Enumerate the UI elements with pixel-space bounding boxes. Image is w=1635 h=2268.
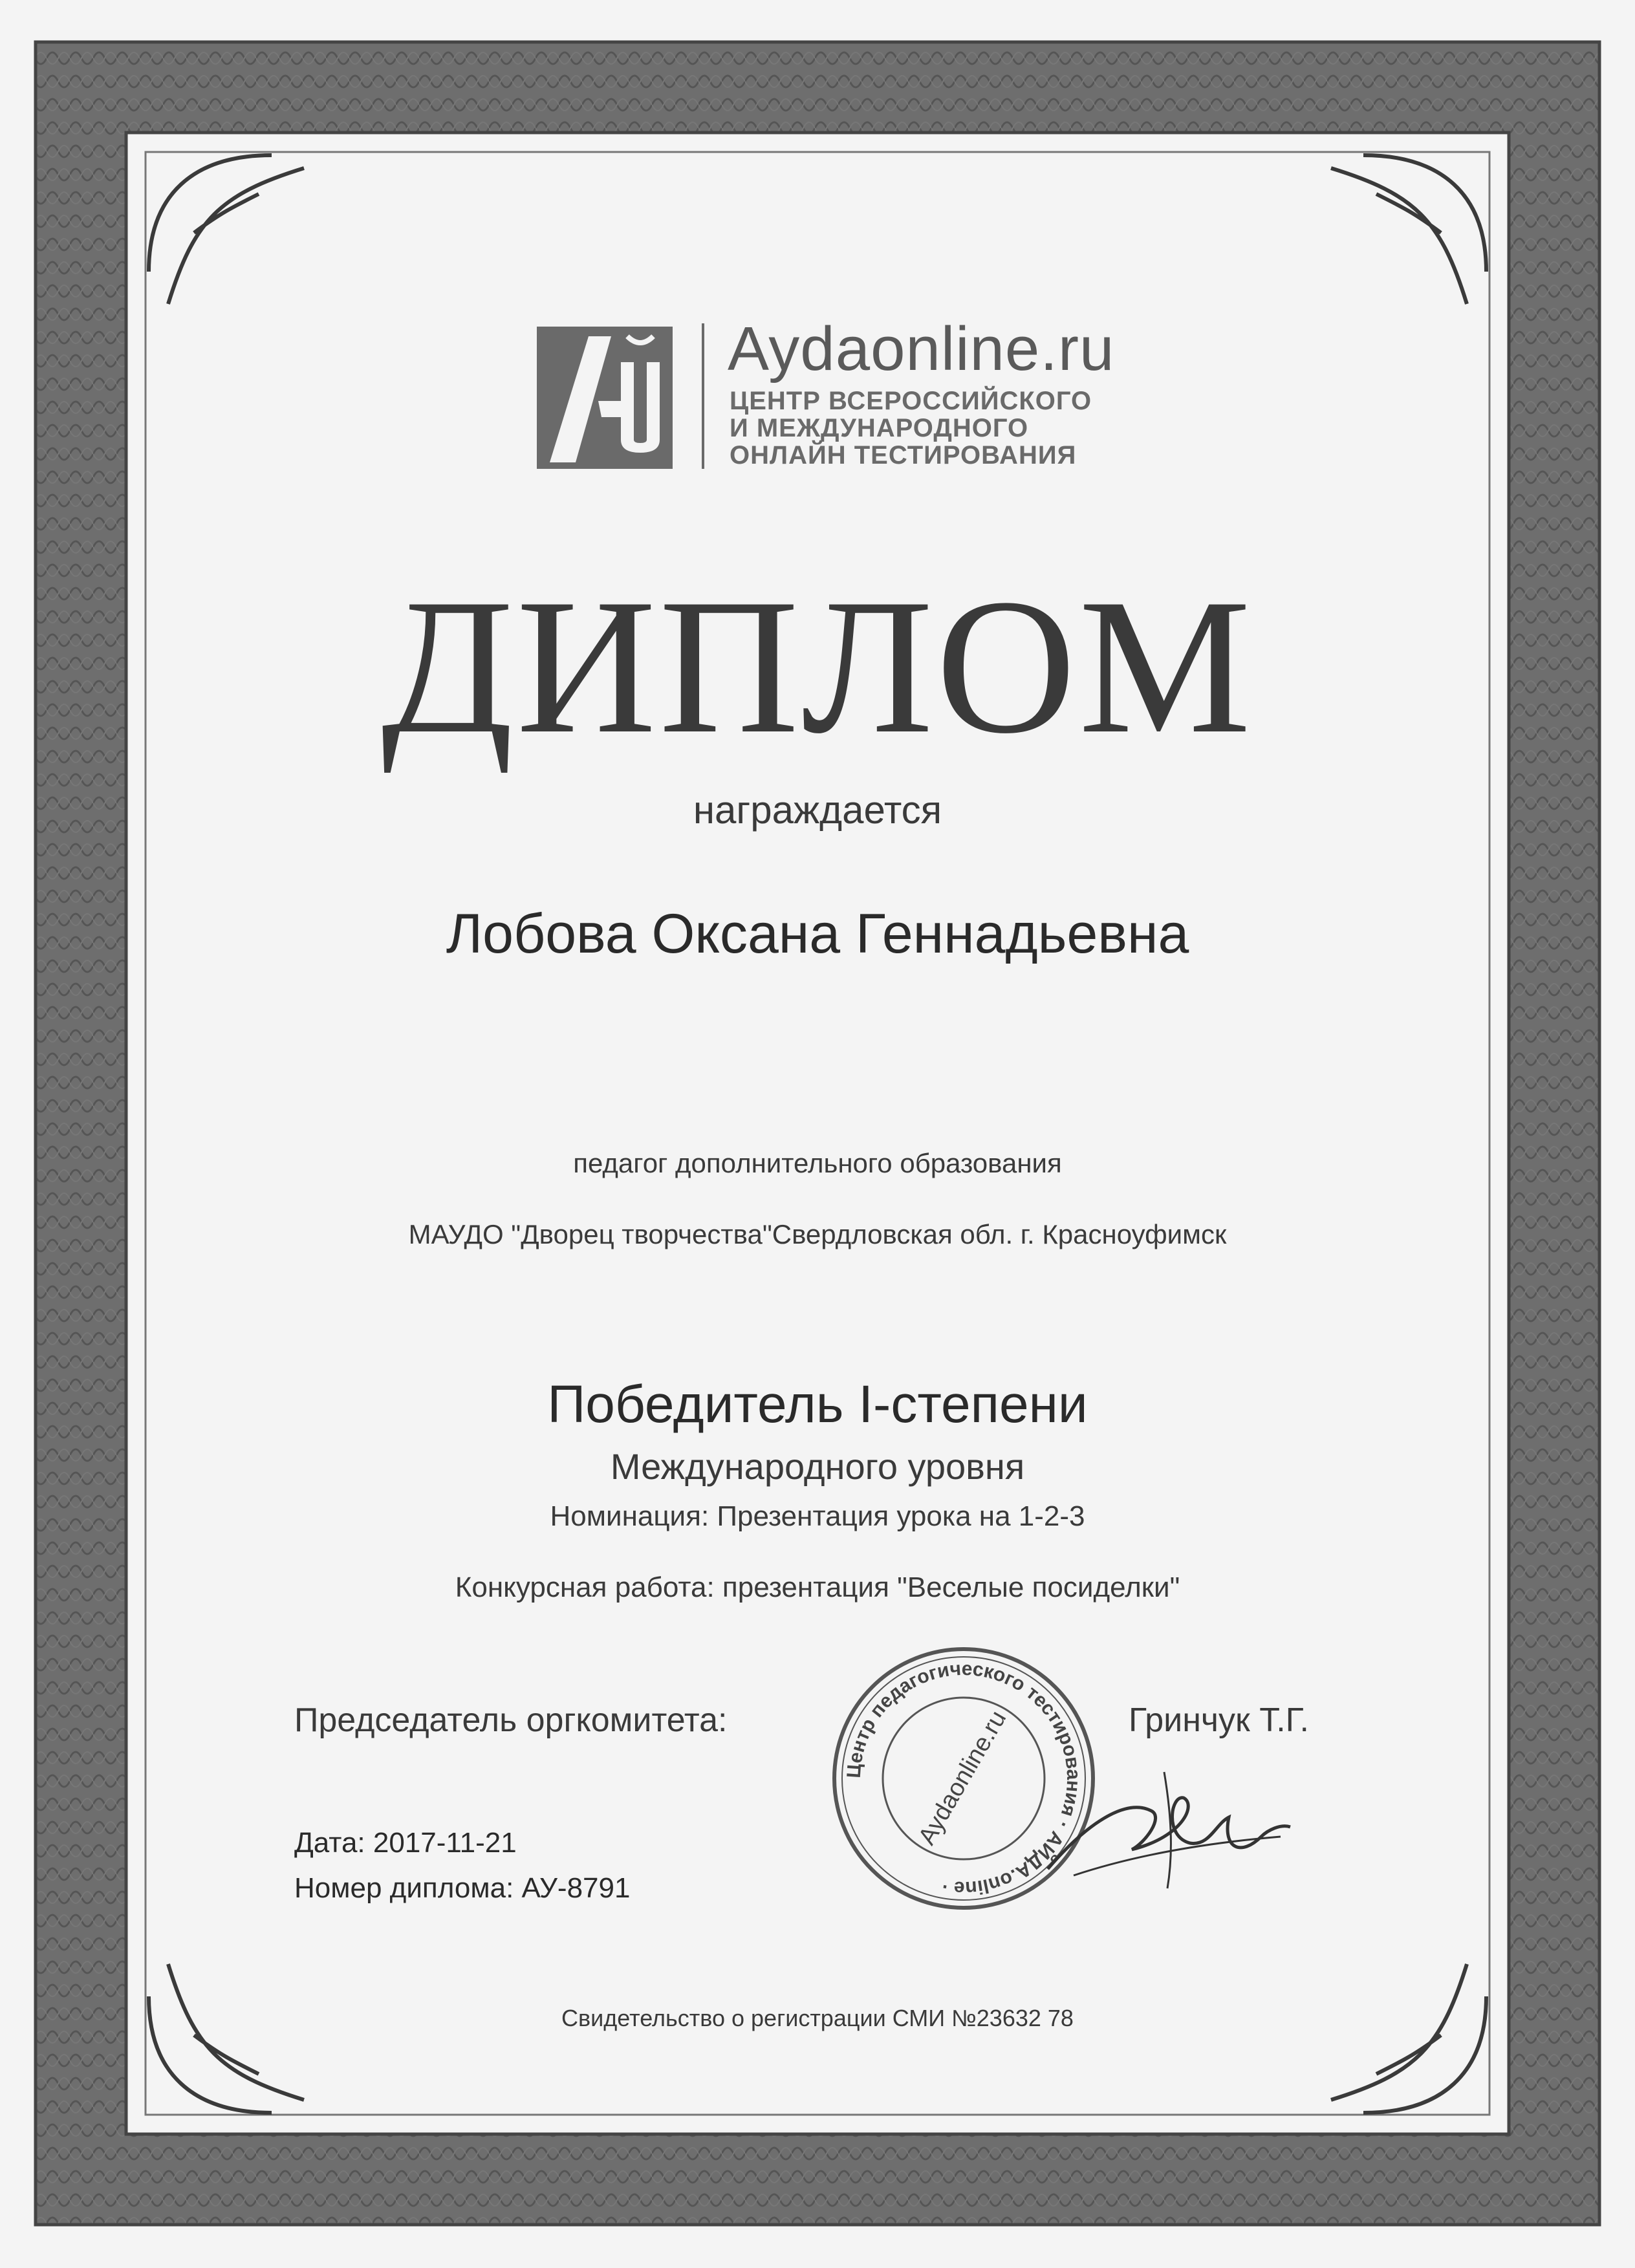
stamp-outer-text: Центр педагогического тестирования · АЙДА.online · [843, 1658, 1085, 1899]
recipient-position: педагог дополнительного образования [573, 1148, 1062, 1178]
logo-subtitle-line-3: ОНЛАЙН ТЕСТИРОВАНИЯ [730, 441, 1077, 470]
diploma-date: Дата: 2017-11-21 [294, 1827, 517, 1859]
aydaonline-logo-icon [537, 323, 673, 472]
awarded-label: награждается [693, 788, 942, 832]
stamp-center-text: Aydaonline.ru [913, 1706, 1012, 1850]
award-level: Международного уровня [610, 1446, 1025, 1487]
recipient-organization: МАУДО "Дворец творчества"Свердловская обл. г. Красноуфимск [408, 1219, 1227, 1249]
recipient-name: Лобова Оксана Геннадьевна [446, 903, 1189, 965]
nomination: Номинация: Презентация урока на 1-2-3 [550, 1500, 1085, 1532]
chair-label: Председатель оргкомитета: [294, 1701, 728, 1739]
diploma-title: ДИПЛОМ [381, 559, 1254, 773]
handwritten-signature-icon [1035, 1746, 1294, 1895]
diploma-number: Номер диплома: АУ-8791 [294, 1872, 631, 1904]
logo-subtitle-line-1: ЦЕНТР ВСЕРОССИЙСКОГО [730, 387, 1092, 415]
chair-name: Гринчук Т.Г. [1129, 1701, 1309, 1739]
logo-subtitle-line-2: И МЕЖДУНАРОДНОГО [730, 414, 1029, 442]
media-registration: Свидетельство о регистрации СМИ №23632 78 [561, 2005, 1074, 2031]
logo-site-name: Aydaonline.ru [728, 314, 1115, 383]
logo-divider [702, 323, 704, 469]
contest-work: Конкурсная работа: презентация "Веселые посиделки" [455, 1571, 1180, 1603]
award-place: Победитель I-степени [547, 1375, 1088, 1434]
